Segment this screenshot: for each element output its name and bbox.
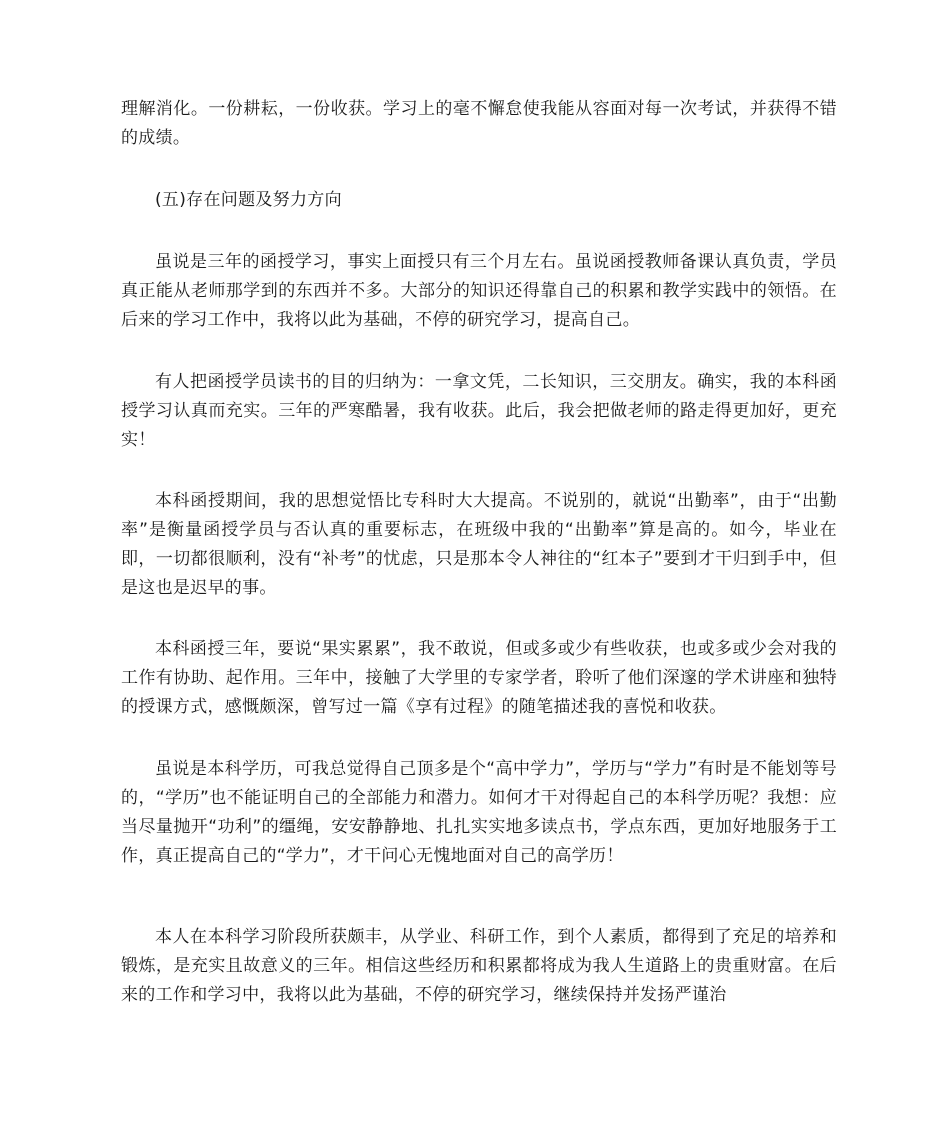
paragraph: 虽说是本科学历，可我总觉得自己顶多是个“高中学力”，学历与“学力”有时是不能划等号的，“学历”也不能证明自己的全部能力和潜力。如何才干对得起自己的本科学历呢？我想：应当尽量抛开“功利”的缰绳，安安静静地、扎扎实实地多读点书，学点东西，更加好地服务于工作，真正提高自己的“学力”，才干问心无愧地面对自己的高学历！ — [121, 759, 837, 866]
paragraph: 本科函授三年，要说“果实累累”，我不敢说，但或多或少有些收获，也或多或少会对我的工作有协助、起作用。三年中，接触了大学里的专家学者，聆听了他们深邃的学术讲座和独特的授课方式，感慨颇深，曾写过一篇《享有过程》的随笔描述我的喜悦和收获。 — [121, 639, 837, 717]
paragraph: 有人把函授学员读书的目的归纳为：一拿文凭，二长知识，三交朋友。确实，我的本科函授学习认真而充实。三年的严寒酷暑，我有收获。此后，我会把做老师的路走得更加好，更充实！ — [121, 372, 837, 450]
paragraph: 虽说是三年的函授学习，事实上面授只有三个月左右。虽说函授教师备课认真负责，学员真正能从老师那学到的东西并不多。大部分的知识还得靠自己的积累和教学实践中的领悟。在后来的学习工作中，我将以此为基础，不停的研究学习，提高自己。 — [121, 252, 837, 330]
paragraph: 本人在本科学习阶段所获颇丰，从学业、科研工作，到个人素质，都得到了充足的培养和锻炼，是充实且故意义的三年。相信这些经历和积累都将成为我人生道路上的贵重财富。在后来的工作和学习中，我将以此为基础，不停的研究学习，继续保持并发扬严谨治 — [121, 927, 837, 1005]
section-heading: (五)存在问题及努力方向 — [155, 190, 342, 210]
paragraph-continuation: 理解消化。一份耕耘，一份收获。学习上的毫不懈怠使我能从容面对每一次考试，并获得不错的成绩。 — [121, 99, 837, 148]
paragraph: 本科函授期间，我的思想觉悟比专科时大大提高。不说别的，就说“出勤率”，由于“出勤率”是衡量函授学员与否认真的重要标志，在班级中我的“出勤率”算是高的。如今，毕业在即，一切都很顺利，没有“补考”的忧虑，只是那本令人神往的“红本子”要到才干归到手中，但是这也是迟早的事。 — [121, 491, 837, 598]
